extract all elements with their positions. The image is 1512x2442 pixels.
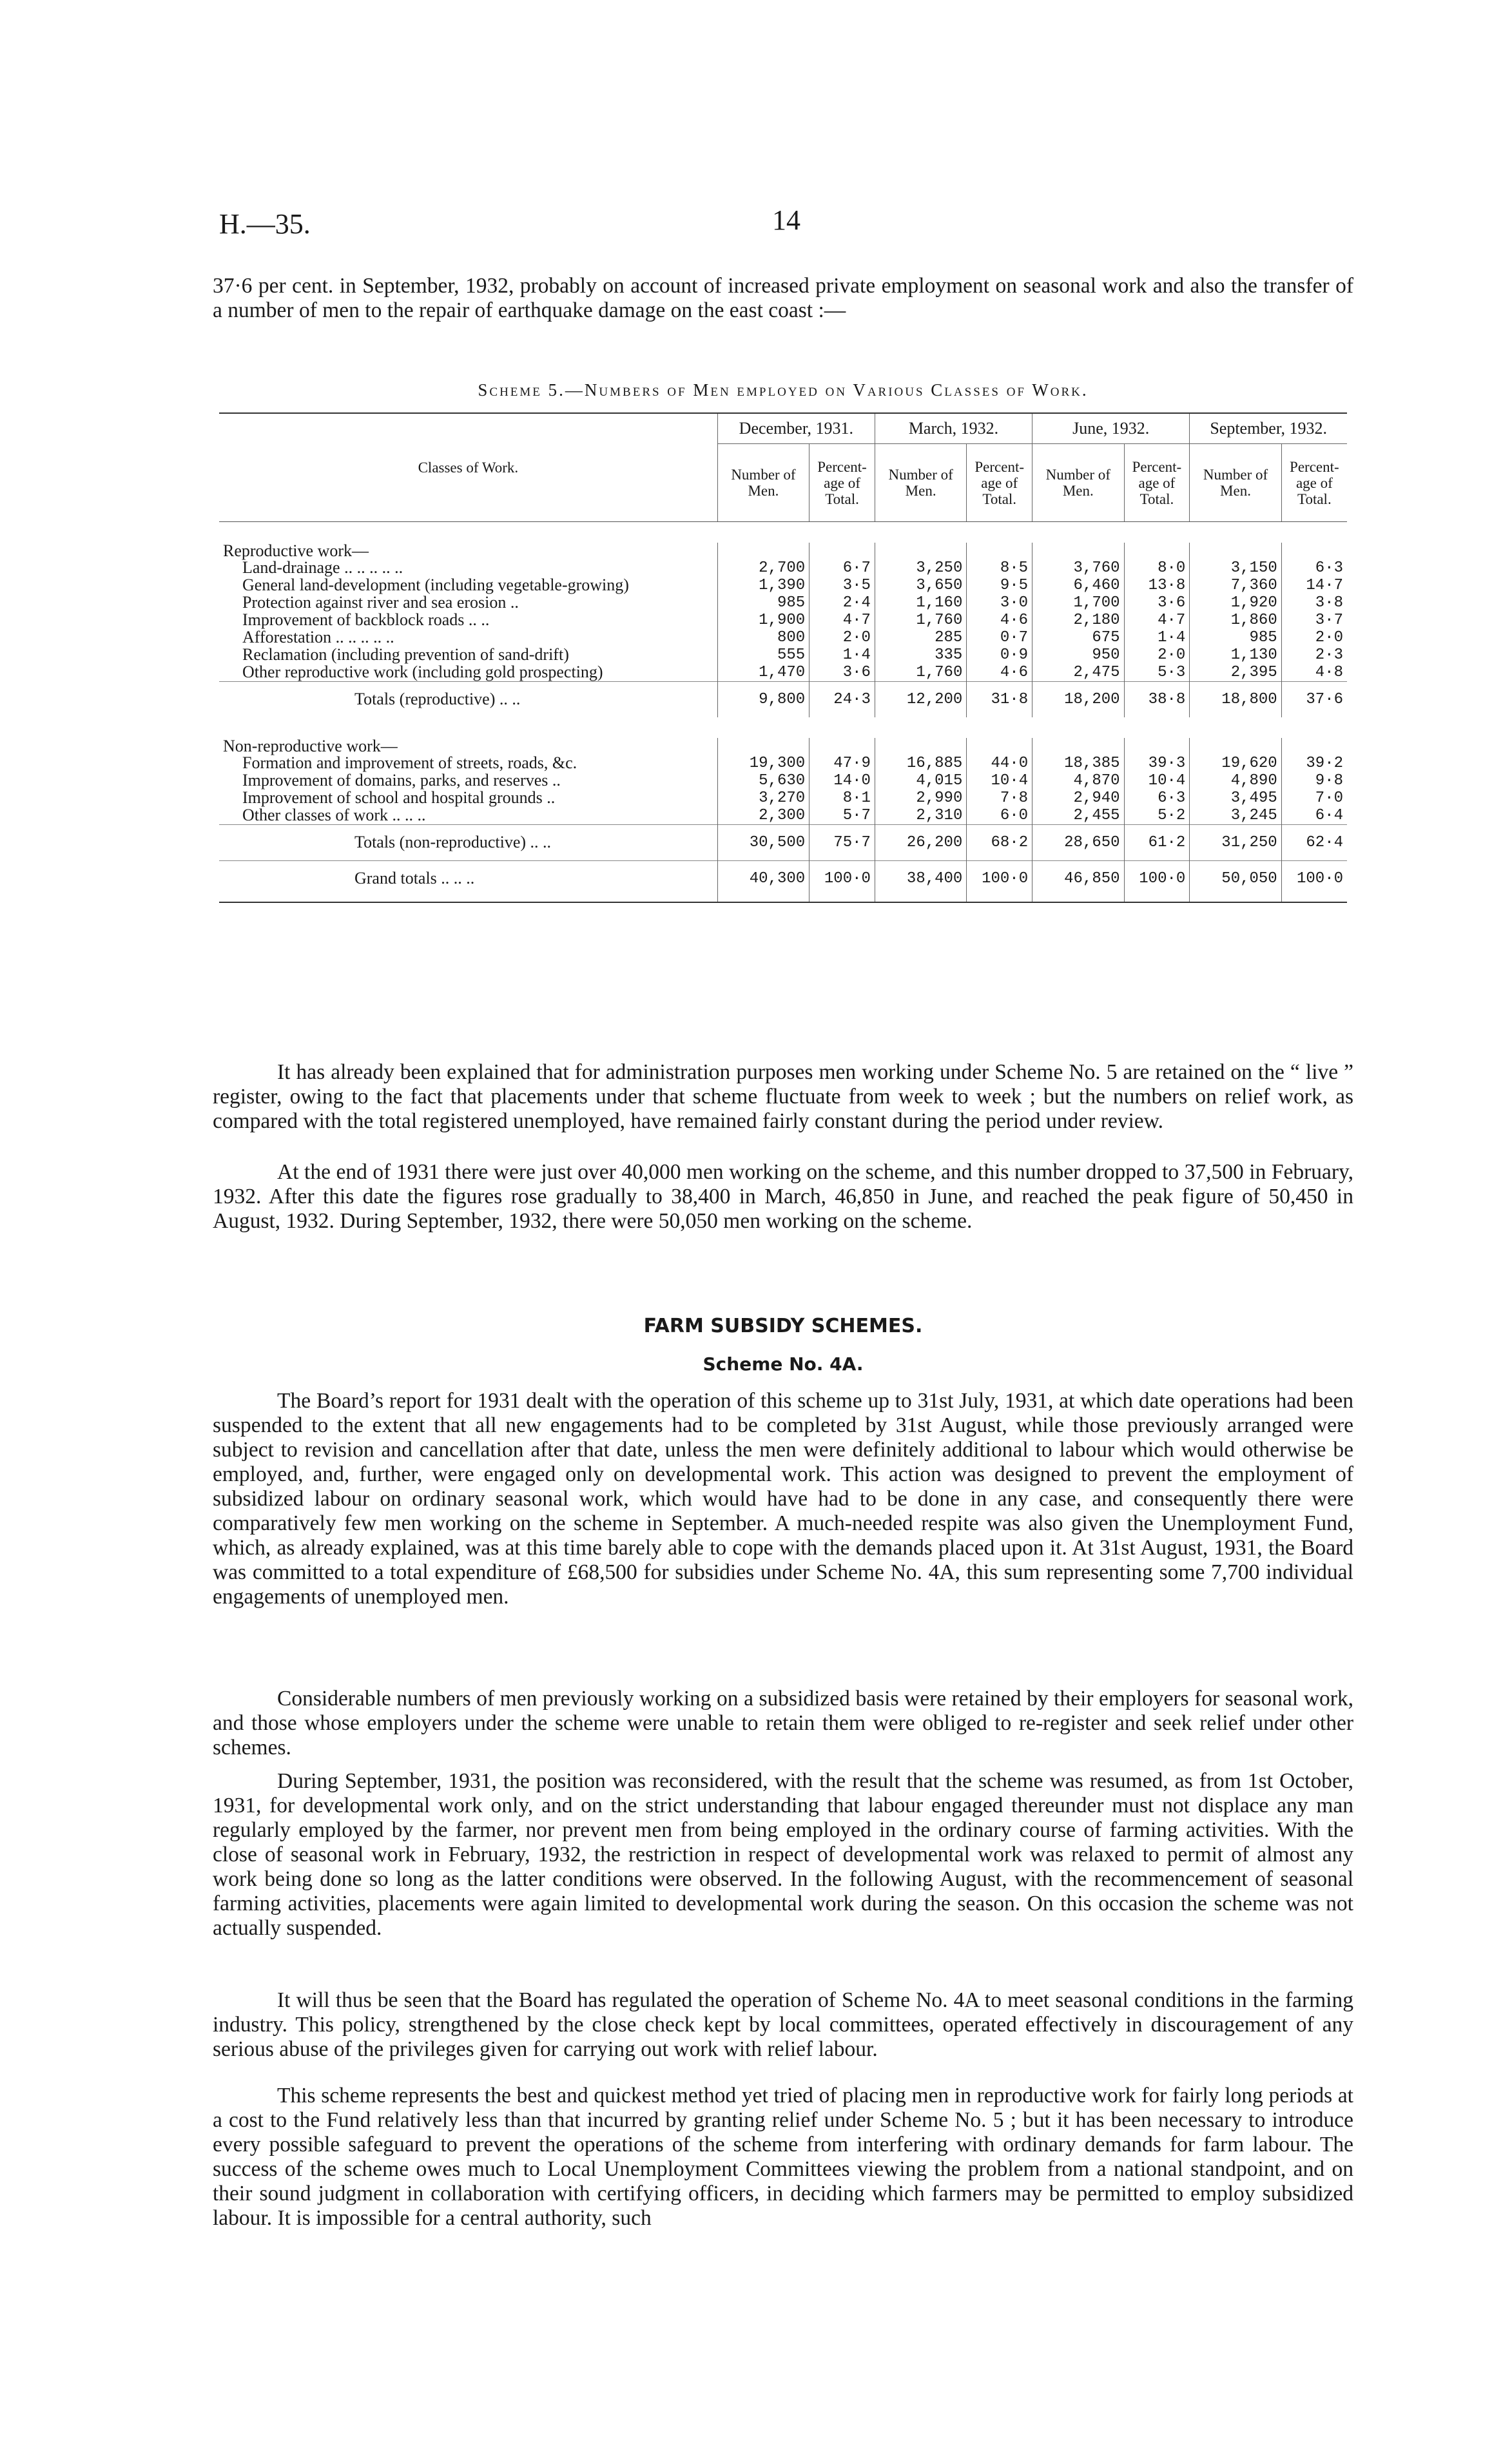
cell-percent: 3·8 <box>1281 594 1347 612</box>
col-header-number: Number of Men. <box>1190 444 1281 522</box>
intro-paragraph: 37·6 per cent. in September, 1932, probably on account of increased private employment on seasonal work and also the transfer of a number of men to the repair of earthquake damage on the east coast :— <box>213 274 1353 322</box>
cell-percent: 7·8 <box>967 790 1032 807</box>
cell-number: 555 <box>717 646 809 664</box>
cell-percent: 6·3 <box>1281 559 1347 577</box>
cell-percent: 3·6 <box>809 664 875 682</box>
cell-percent: 4·6 <box>967 612 1032 629</box>
row-label: Grand totals .. .. .. <box>219 861 717 903</box>
cell-number: 46,850 <box>1032 861 1124 903</box>
cell-percent: 37·6 <box>1281 682 1347 718</box>
row-label: Formation and improvement of streets, roads, &c. <box>242 753 577 772</box>
cell-percent: 2·0 <box>1281 629 1347 646</box>
cell-percent: 5·2 <box>1124 807 1190 825</box>
cell-number: 4,015 <box>875 772 966 790</box>
cell-number: 19,300 <box>717 755 809 772</box>
row-label: Totals (non-reproductive) .. .. <box>219 825 717 861</box>
cell-number: 2,940 <box>1032 790 1124 807</box>
cell-percent: 8·1 <box>809 790 875 807</box>
section-heading: FARM SUBSIDY SCHEMES. <box>643 1315 923 1337</box>
row-label: Reclamation (including prevention of sand-drift) <box>242 645 569 664</box>
cell-number: 30,500 <box>717 825 809 861</box>
col-header-period: March, 1932. <box>875 413 1032 444</box>
cell-number: 1,900 <box>717 612 809 629</box>
col-header-period: June, 1932. <box>1032 413 1190 444</box>
cell-percent: 4·7 <box>1124 612 1190 629</box>
cell-percent: 6·4 <box>1281 807 1347 825</box>
cell-number: 2,700 <box>717 559 809 577</box>
paragraph: It has already been explained that for administration purposes men working under Scheme No. 5 are retained on the “ live ” register, owing to the fact that placements under that scheme fluctuate from week to week ; but the numbers on relief work, as compared with the total registered unemployed, have remained fairly constant during the period under review. <box>213 1060 1353 1133</box>
cell-percent: 68·2 <box>967 825 1032 861</box>
cell-number: 9,800 <box>717 682 809 718</box>
cell-number: 16,885 <box>875 755 966 772</box>
cell-percent: 3·0 <box>967 594 1032 612</box>
cell-percent: 14·7 <box>1281 577 1347 594</box>
cell-percent: 75·7 <box>809 825 875 861</box>
cell-percent: 4·6 <box>967 664 1032 682</box>
cell-number: 6,460 <box>1032 577 1124 594</box>
cell-number: 26,200 <box>875 825 966 861</box>
cell-percent: 5·3 <box>1124 664 1190 682</box>
row-label: Afforestation .. .. .. .. .. <box>242 628 394 646</box>
col-header-percent: Percent-age of Total. <box>1281 444 1347 522</box>
cell-number: 19,620 <box>1190 755 1281 772</box>
cell-percent: 9·5 <box>967 577 1032 594</box>
cell-percent: 9·8 <box>1281 772 1347 790</box>
cell-percent: 10·4 <box>1124 772 1190 790</box>
cell-percent: 3·5 <box>809 577 875 594</box>
page-header <box>219 204 1353 246</box>
cell-number: 2,310 <box>875 807 966 825</box>
cell-percent: 2·4 <box>809 594 875 612</box>
cell-number: 18,800 <box>1190 682 1281 718</box>
subheading: Scheme No. 4A. <box>703 1353 864 1375</box>
grand-total-row <box>219 861 1347 903</box>
cell-percent: 6·3 <box>1124 790 1190 807</box>
cell-number: 18,385 <box>1032 755 1124 772</box>
table-row <box>219 646 1347 664</box>
cell-percent: 24·3 <box>809 682 875 718</box>
total-row <box>219 682 1347 718</box>
cell-percent: 2·3 <box>1281 646 1347 664</box>
table-row <box>219 772 1347 790</box>
cell-percent: 7·0 <box>1281 790 1347 807</box>
cell-percent: 0·9 <box>967 646 1032 664</box>
cell-number: 1,390 <box>717 577 809 594</box>
paragraph: This scheme represents the best and quickest method yet tried of placing men in reproductive work for fairly long periods at a cost to the Fund relatively less than that incurred by granting relief under Scheme No. 5 ; but it has been necessary to introduce every possible safeguard to prevent the operations of the scheme from interfering with ordinary demands for farm labour. The success of the scheme owes much to Local Unemployment Committees viewing the problem from a national standpoint, and on their sound judgment in collaboration with certifying officers, in deciding which farmers may be permitted to employ subsidized labour. It is impossible for a central authority, such <box>213 2084 1353 2230</box>
cell-number: 3,245 <box>1190 807 1281 825</box>
cell-percent: 13·8 <box>1124 577 1190 594</box>
col-header-period: December, 1931. <box>717 413 875 444</box>
cell-number: 985 <box>1190 629 1281 646</box>
cell-number: 1,760 <box>875 612 966 629</box>
col-header-class: Classes of Work. <box>219 413 717 522</box>
cell-percent: 44·0 <box>967 755 1032 772</box>
cell-percent: 39·3 <box>1124 755 1190 772</box>
table-row <box>219 807 1347 825</box>
section-row <box>219 738 1347 755</box>
cell-number: 2,475 <box>1032 664 1124 682</box>
paragraph: It will thus be seen that the Board has regulated the operation of Scheme No. 4A to meet seasonal conditions in the farming industry. This policy, strengthened by the close check kept by local committees, operated effectively in discouragement of any serious abuse of the privileges given for carrying out work with relief labour. <box>213 1988 1353 2061</box>
col-header-period: September, 1932. <box>1190 413 1347 444</box>
cell-number: 1,920 <box>1190 594 1281 612</box>
cell-percent: 0·7 <box>967 629 1032 646</box>
cell-number: 285 <box>875 629 966 646</box>
table-row <box>219 629 1347 646</box>
cell-percent: 100·0 <box>1124 861 1190 903</box>
cell-number: 40,300 <box>717 861 809 903</box>
cell-number: 31,250 <box>1190 825 1281 861</box>
section-label: Reproductive work— <box>223 541 369 560</box>
cell-number: 12,200 <box>875 682 966 718</box>
cell-percent: 3·7 <box>1281 612 1347 629</box>
cell-percent: 5·7 <box>809 807 875 825</box>
section-label: Non-reproductive work— <box>223 737 398 755</box>
cell-percent: 3·6 <box>1124 594 1190 612</box>
cell-number: 5,630 <box>717 772 809 790</box>
cell-percent: 6·7 <box>809 559 875 577</box>
cell-percent: 1·4 <box>809 646 875 664</box>
cell-number: 3,495 <box>1190 790 1281 807</box>
cell-percent: 1·4 <box>1124 629 1190 646</box>
row-label: Land-drainage .. .. .. .. .. <box>242 558 403 577</box>
cell-number: 1,860 <box>1190 612 1281 629</box>
cell-percent: 4·8 <box>1281 664 1347 682</box>
cell-percent: 61·2 <box>1124 825 1190 861</box>
paragraph: At the end of 1931 there were just over 40,000 men working on the scheme, and this number dropped to 37,500 in February, 1932. After this date the figures rose gradually to 38,400 in March, 46,850 in June, and reached the peak figure of 50,450 in August, 1932. During September, 1932, there were 50,050 men working on the scheme. <box>213 1160 1353 1233</box>
cell-number: 1,760 <box>875 664 966 682</box>
paragraph: During September, 1931, the position was reconsidered, with the result that the scheme was resumed, as from 1st October, 1931, for developmental work only, and on the strict understanding that labour engaged thereunder must not displace any man regularly employed by the farmer, nor prevent men from being employed in the ordinary course of farming activities. With the close of seasonal work in February, 1932, the restriction in respect of developmental work was relaxed to permit of almost any work being done so long as the latter conditions were observed. In the following August, with the recommencement of seasonal farming activities, placements were again limited to developmental work during the season. On this occasion the scheme was not actually suspended. <box>213 1769 1353 1940</box>
cell-percent: 8·5 <box>967 559 1032 577</box>
col-header-number: Number of Men. <box>717 444 809 522</box>
cell-number: 2,455 <box>1032 807 1124 825</box>
cell-number: 2,990 <box>875 790 966 807</box>
cell-number: 3,150 <box>1190 559 1281 577</box>
table-row <box>219 612 1347 629</box>
table-caption <box>213 380 1353 400</box>
table-row <box>219 755 1347 772</box>
cell-number: 38,400 <box>875 861 966 903</box>
cell-percent: 2·0 <box>809 629 875 646</box>
table-row <box>219 594 1347 612</box>
row-label: Other reproductive work (including gold prospecting) <box>242 663 603 681</box>
cell-number: 4,890 <box>1190 772 1281 790</box>
cell-percent: 6·0 <box>967 807 1032 825</box>
row-label: Totals (reproductive) .. .. <box>219 682 717 718</box>
table-row <box>219 577 1347 594</box>
cell-number: 1,130 <box>1190 646 1281 664</box>
cell-number: 2,180 <box>1032 612 1124 629</box>
paragraph: The Board’s report for 1931 dealt with the operation of this scheme up to 31st July, 1931, at which date operations had been suspended to the extent that all new engagements had to be completed by 31st August, while those previously arranged were subject to revision and cancellation after that date, unless the men were definitely additional to labour which would otherwise be employed, and, further, were engaged only on developmental work. This action was designed to prevent the employment of subsidized labour on ordinary seasonal work, which would have had to be done in any case, and consequently there were comparatively few men working on the scheme in September. A much-needed respite was also given the Unemployment Fund, which, as already explained, was at this time barely able to cope with the demands placed upon it. At 31st August, 1931, the Board was committed to a total expenditure of £68,500 for subsidies under Scheme No. 4A, this sum representing some 7,700 individual engagements of unemployed men. <box>213 1389 1353 1609</box>
cell-percent: 62·4 <box>1281 825 1347 861</box>
cell-percent: 38·8 <box>1124 682 1190 718</box>
row-label: Improvement of backblock roads .. .. <box>242 610 490 629</box>
col-header-number: Number of Men. <box>1032 444 1124 522</box>
cell-number: 800 <box>717 629 809 646</box>
row-label: Protection against river and sea erosion .. <box>242 593 519 612</box>
cell-percent: 14·0 <box>809 772 875 790</box>
cell-number: 1,470 <box>717 664 809 682</box>
col-header-percent: Percent-age of Total. <box>967 444 1032 522</box>
cell-percent: 2·0 <box>1124 646 1190 664</box>
cell-number: 3,250 <box>875 559 966 577</box>
cell-number: 1,160 <box>875 594 966 612</box>
work-classes-table <box>219 412 1347 903</box>
cell-number: 985 <box>717 594 809 612</box>
table-row <box>219 664 1347 682</box>
cell-percent: 100·0 <box>967 861 1032 903</box>
cell-number: 4,870 <box>1032 772 1124 790</box>
row-label: General land-development (including vegetable-growing) <box>242 576 629 594</box>
col-header-number: Number of Men. <box>875 444 966 522</box>
col-header-percent: Percent-age of Total. <box>809 444 875 522</box>
row-label: Improvement of school and hospital grounds .. <box>242 788 556 807</box>
page-number: 14 <box>772 204 800 236</box>
total-row <box>219 825 1347 861</box>
cell-percent: 100·0 <box>1281 861 1347 903</box>
cell-percent: 100·0 <box>809 861 875 903</box>
cell-number: 3,650 <box>875 577 966 594</box>
cell-percent: 10·4 <box>967 772 1032 790</box>
cell-number: 18,200 <box>1032 682 1124 718</box>
cell-number: 3,270 <box>717 790 809 807</box>
cell-number: 675 <box>1032 629 1124 646</box>
document-reference: H.—35. <box>219 208 311 240</box>
cell-percent: 31·8 <box>967 682 1032 718</box>
paragraph: Considerable numbers of men previously working on a subsidized basis were retained by their employers for seasonal work, and those whose employers under the scheme were unable to retain them were obliged to re-register and seek relief under other schemes. <box>213 1687 1353 1759</box>
cell-number: 28,650 <box>1032 825 1124 861</box>
cell-percent: 47·9 <box>809 755 875 772</box>
cell-percent: 8·0 <box>1124 559 1190 577</box>
row-label: Improvement of domains, parks, and reserves .. <box>242 771 561 790</box>
cell-number: 50,050 <box>1190 861 1281 903</box>
cell-percent: 39·2 <box>1281 755 1347 772</box>
col-header-percent: Percent-age of Total. <box>1124 444 1190 522</box>
cell-percent: 4·7 <box>809 612 875 629</box>
table-row <box>219 559 1347 577</box>
cell-number: 7,360 <box>1190 577 1281 594</box>
section-row <box>219 543 1347 559</box>
cell-number: 3,760 <box>1032 559 1124 577</box>
cell-number: 335 <box>875 646 966 664</box>
caption-prefix: Scheme 5. <box>478 380 565 400</box>
cell-number: 2,395 <box>1190 664 1281 682</box>
cell-number: 950 <box>1032 646 1124 664</box>
caption-text: —Numbers of Men employed on Various Classes of Work. <box>565 380 1089 400</box>
cell-number: 1,700 <box>1032 594 1124 612</box>
row-label: Other classes of work .. .. .. <box>242 806 426 824</box>
table-row <box>219 790 1347 807</box>
cell-number: 2,300 <box>717 807 809 825</box>
